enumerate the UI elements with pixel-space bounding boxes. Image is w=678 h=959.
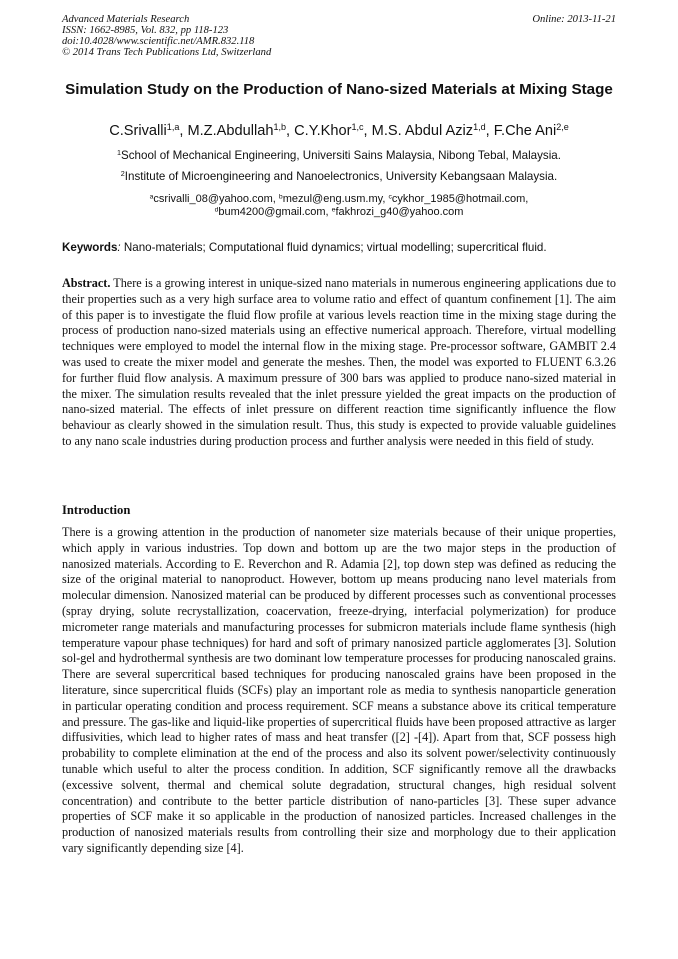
page-header	[62, 14, 616, 58]
author: F.Che Ani$^{2,e}$	[493, 122, 569, 139]
author-list	[40, 122, 638, 141]
author: M.S. Abdul Aziz$^{1,d}$,	[371, 122, 494, 139]
keywords: Keywords: Nano-materials; Computational fluid dynamics; virtual modelling; supercritical fluid.	[62, 241, 547, 254]
introduction-text: There is a growing attention in the production of nanometer size materials because of their unique properties, which apply in various industries. Top down and bottom up are the two major steps in the production of nanosized materials. According to E. Reverchon and R. Adamia [2], top down step was defined as reducing the size of the original material to nanoproduct. However, bottom up means producing nano level materials from molecular dimension. Nanosized material can be produced by different processes such as conventional processes (spray drying, solute recrystallization, coacervation, freeze-drying, interfacial polymerization) for produce micrometer range materials and manufacturing processes for submicron materials include flame synthesis (high temperature vapour phase techniques) for hard and soft of primary nanosized particle agglomerates [3]. Solution sol-gel and hydrothermal synthesis are two dominant low temperature processes for producing nanoscaled grains. There are several supercritical based techniques for producing nanoscaled grains have been proposed in the literature, since supercritical fluids (SCFs) play an important role as media to synthesis nanoparticle generation in particular operating condition and process requirement. SCF means a substance above its critical temperature and pressure. The gas-like and liquid-like properties of supercritical fluids have been proposed attractive as larger diffusivities, which lead to higher rates of mass and heat transfer ([2] -[4]). Apart from that, SCF possess high probability to complete elimination at the end of the process and also its solvent power/selectivity continuously tunable which useful to alter the process condition. In addition, SCF significantly remove all the drawbacks (excessive solvent, thermal and chemical solute degradation, structural changes, high residual solvent concentration) and contribute to the better particle distribution of nano-particles [3]. These super advance properties of SCF make it so applicable in the production of nanosized particles. Increased challenges in the production of nanosized materials results from controlling their size and morphology due to their application vary significantly depending size [4].	[62, 525, 616, 855]
author: C.Y.Khor$^{1,c}$,	[294, 122, 372, 139]
author: M.Z.Abdullah$^{1,b}$,	[187, 122, 295, 139]
journal-name: Advanced Materials Research	[62, 14, 190, 25]
author: C.Srivalli$^{1,a}$,	[109, 122, 188, 139]
issn-line: ISSN: 1662-8985, Vol. 832, pp 118-123	[62, 25, 229, 36]
keywords-text: Nano-materials; Computational fluid dynamics; virtual modelling; supercritical fluid.	[120, 241, 547, 254]
keywords-label: Keywords	[62, 241, 118, 254]
copyright-line: © 2014 Trans Tech Publications Ltd, Switzerland	[62, 47, 272, 58]
introduction-heading: Introduction	[62, 503, 131, 517]
paper-title: Simulation Study on the Production of Nano-sized Materials at Mixing Stage	[65, 81, 613, 98]
affiliation-1: $^1$School of Mechanical Engineering, Universiti Sains Malaysia, Nibong Tebal, Malaysia.	[117, 148, 561, 162]
email-list	[40, 193, 638, 219]
abstract	[62, 276, 616, 450]
email-d: $^d$bum4200@gmail.com,	[214, 206, 332, 218]
online-date: Online: 2013-11-21	[532, 14, 616, 25]
email-a: $^a$csrivalli_08@yahoo.com,	[149, 193, 279, 205]
email-b: $^b$mezul@eng.usm.my,	[278, 193, 389, 205]
doi-line: doi:10.4028/www.scientific.net/AMR.832.118	[62, 36, 255, 47]
abstract-label: Abstract.	[62, 276, 111, 290]
email-e: $^e$fakhrozi_g40@yahoo.com	[331, 206, 464, 218]
affiliation-2: $^2$Institute of Microengineering and Nanoelectronics, University Kebangsaan Malaysia.	[120, 169, 558, 183]
email-c: $^c$cykhor_1985@hotmail.com,	[388, 193, 529, 205]
abstract-text: There is a growing interest in unique-sized nano materials in numerous engineering applications due to their properties such as a very high surface area to volume ratio and effect of quantum confinement [1]. The aim of this paper is to investigate the fluid flow profile at various levels reaction time in the mixing stage during the process of production nano-sized materials using an effective numerical approach. Therefore, virtual modelling techniques were employed to model the internal flow in the mixing stage. Pre-processor software, GAMBIT 2.4 was used to create the mixer model and generate the meshes. Then, the model was exported to FLUENT 6.3.26 for further fluid flow analysis. A maximum pressure of 300 bars was applied to produce nano-sized material in the mixer. The simulation results revealed that the inlet pressure yielded the great impacts on the production of nano-sized material. The effects of inlet pressure on different reaction time significantly influence the flow behaviour as clearly showed in the simulation result. Thus, this study is expected to provide valuable guidelines to any nano scale industries during production process and further analysis were needed in this field of study.	[62, 276, 616, 448]
